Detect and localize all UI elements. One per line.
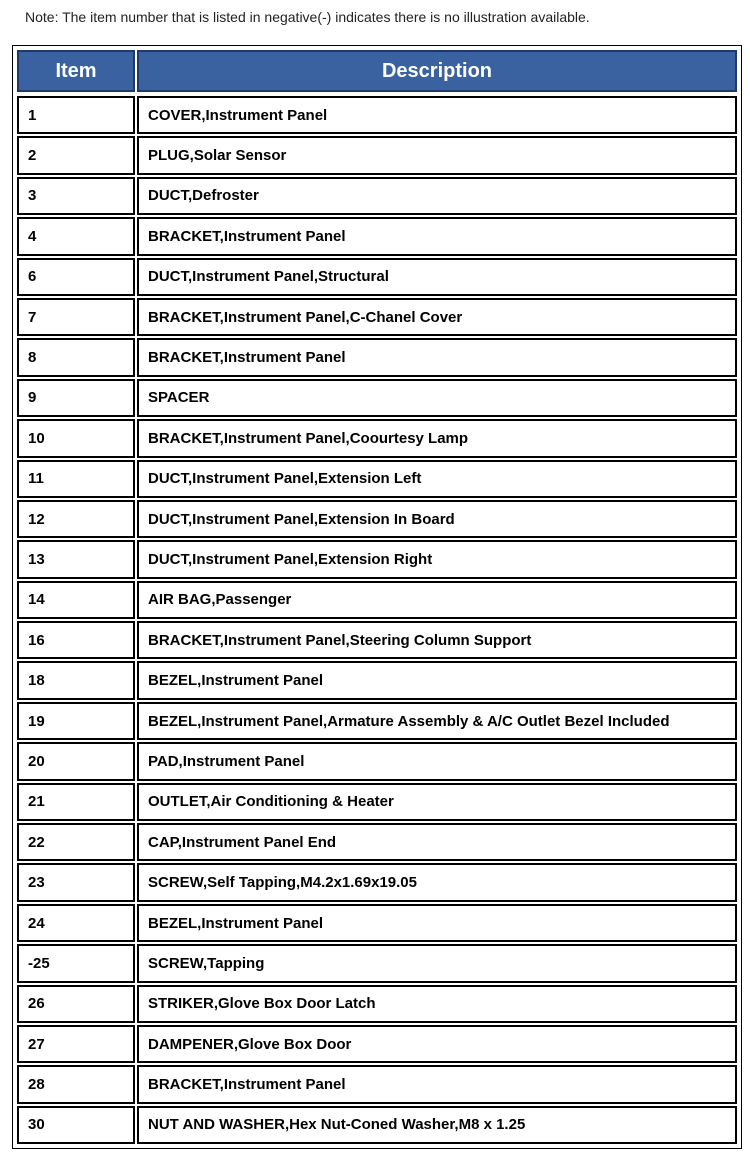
- parts-table: [12, 45, 742, 1149]
- item-number-cell: 2: [17, 136, 135, 174]
- item-number-cell: 12: [17, 500, 135, 538]
- table-row: [16, 822, 738, 862]
- item-number-cell: -25: [17, 944, 135, 982]
- table-row: [16, 378, 738, 418]
- table-row: [16, 176, 738, 216]
- header-item: Item: [17, 50, 135, 92]
- description-cell: DAMPENER,Glove Box Door: [137, 1025, 737, 1063]
- description-cell: BRACKET,Instrument Panel: [137, 338, 737, 376]
- illustration-note: Note: The item number that is listed in negative(-) indicates there is no illustration available.: [25, 9, 590, 25]
- table-row: [16, 95, 738, 135]
- table-row: [16, 418, 738, 458]
- item-number-cell: 6: [17, 258, 135, 296]
- table-row: [16, 1024, 738, 1064]
- table-body: [16, 95, 738, 1145]
- item-number-cell: 3: [17, 177, 135, 215]
- item-number-cell: 28: [17, 1065, 135, 1103]
- description-cell: SCREW,Self Tapping,M4.2x1.69x19.05: [137, 863, 737, 901]
- description-cell: NUT AND WASHER,Hex Nut-Coned Washer,M8 x 1.25: [137, 1106, 737, 1144]
- description-cell: OUTLET,Air Conditioning & Heater: [137, 783, 737, 821]
- item-number-cell: 13: [17, 540, 135, 578]
- table-row: [16, 257, 738, 297]
- table-row: [16, 539, 738, 579]
- item-number-cell: 26: [17, 985, 135, 1023]
- table-row: [16, 337, 738, 377]
- item-number-cell: 27: [17, 1025, 135, 1063]
- description-cell: DUCT,Defroster: [137, 177, 737, 215]
- table-row: [16, 741, 738, 781]
- table-row: [16, 580, 738, 620]
- item-number-cell: 19: [17, 702, 135, 740]
- item-number-cell: 9: [17, 379, 135, 417]
- description-cell: PAD,Instrument Panel: [137, 742, 737, 780]
- header-description: Description: [137, 50, 737, 92]
- item-number-cell: 7: [17, 298, 135, 336]
- description-cell: DUCT,Instrument Panel,Structural: [137, 258, 737, 296]
- description-cell: BEZEL,Instrument Panel,Armature Assembly & A/C Outlet Bezel Included: [137, 702, 737, 740]
- item-number-cell: 1: [17, 96, 135, 134]
- description-cell: STRIKER,Glove Box Door Latch: [137, 985, 737, 1023]
- table-row: [16, 782, 738, 822]
- table-row: [16, 660, 738, 700]
- item-number-cell: 10: [17, 419, 135, 457]
- description-cell: DUCT,Instrument Panel,Extension In Board: [137, 500, 737, 538]
- item-number-cell: 8: [17, 338, 135, 376]
- table-row: [16, 943, 738, 983]
- description-cell: BRACKET,Instrument Panel,Coourtesy Lamp: [137, 419, 737, 457]
- table-row: [16, 459, 738, 499]
- item-number-cell: 16: [17, 621, 135, 659]
- item-number-cell: 11: [17, 460, 135, 498]
- description-cell: SPACER: [137, 379, 737, 417]
- description-cell: COVER,Instrument Panel: [137, 96, 737, 134]
- description-cell: DUCT,Instrument Panel,Extension Left: [137, 460, 737, 498]
- item-number-cell: 4: [17, 217, 135, 255]
- description-cell: BRACKET,Instrument Panel,Steering Column Support: [137, 621, 737, 659]
- item-number-cell: 30: [17, 1106, 135, 1144]
- description-cell: BEZEL,Instrument Panel: [137, 661, 737, 699]
- table-row: [16, 1064, 738, 1104]
- description-cell: CAP,Instrument Panel End: [137, 823, 737, 861]
- item-number-cell: 18: [17, 661, 135, 699]
- item-number-cell: 14: [17, 581, 135, 619]
- item-number-cell: 24: [17, 904, 135, 942]
- table-row: [16, 135, 738, 175]
- item-number-cell: 20: [17, 742, 135, 780]
- table-row: [16, 701, 738, 741]
- table-header-row: [16, 49, 738, 95]
- description-cell: DUCT,Instrument Panel,Extension Right: [137, 540, 737, 578]
- description-cell: BRACKET,Instrument Panel: [137, 1065, 737, 1103]
- item-number-cell: 22: [17, 823, 135, 861]
- description-cell: BRACKET,Instrument Panel,C-Chanel Cover: [137, 298, 737, 336]
- table-row: [16, 297, 738, 337]
- table-row: [16, 862, 738, 902]
- table-row: [16, 216, 738, 256]
- description-cell: AIR BAG,Passenger: [137, 581, 737, 619]
- description-cell: SCREW,Tapping: [137, 944, 737, 982]
- table-row: [16, 903, 738, 943]
- description-cell: PLUG,Solar Sensor: [137, 136, 737, 174]
- table-row: [16, 499, 738, 539]
- item-number-cell: 23: [17, 863, 135, 901]
- table-row: [16, 620, 738, 660]
- table-row: [16, 984, 738, 1024]
- item-number-cell: 21: [17, 783, 135, 821]
- table-row: [16, 1105, 738, 1145]
- description-cell: BRACKET,Instrument Panel: [137, 217, 737, 255]
- description-cell: BEZEL,Instrument Panel: [137, 904, 737, 942]
